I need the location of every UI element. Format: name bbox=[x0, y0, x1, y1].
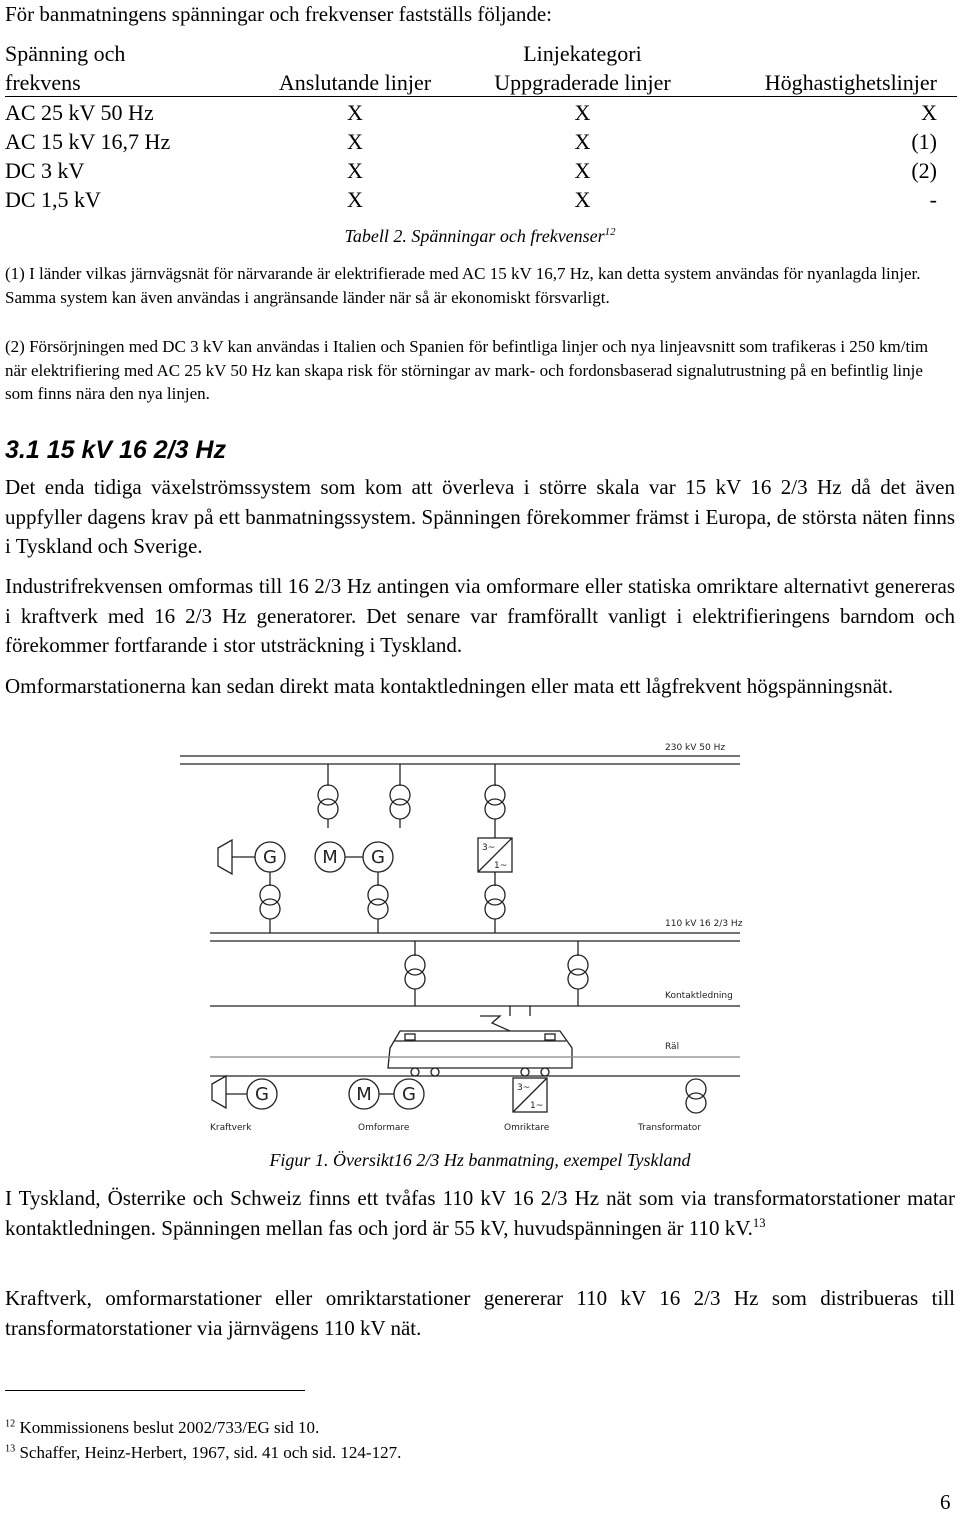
power-supply-diagram bbox=[180, 738, 780, 1138]
legend-omformare: Omformare bbox=[358, 1123, 410, 1133]
header-cell: Höghastighetslinjer bbox=[705, 67, 957, 97]
table-cell: X bbox=[347, 100, 363, 125]
label-230kv: 230 kV 50 Hz bbox=[665, 743, 726, 753]
legend-converter-out: 1~ bbox=[530, 1101, 544, 1111]
legend-g-label: G bbox=[255, 1084, 269, 1105]
legend-transformator: Transformator bbox=[638, 1123, 702, 1133]
table-cell: X bbox=[574, 129, 591, 154]
wheel-icon bbox=[521, 1068, 529, 1076]
table-cell: (1) bbox=[911, 129, 937, 154]
table-cell: X bbox=[347, 158, 363, 183]
table-cell: X bbox=[347, 129, 363, 154]
pantograph-icon bbox=[480, 1016, 510, 1031]
converter-in-label: 3~ bbox=[482, 843, 496, 853]
label-110kv: 110 kV 16 2/3 Hz bbox=[665, 919, 743, 929]
section-heading: 3.1 15 kV 16 2/3 Hz bbox=[5, 436, 226, 464]
voltage-table bbox=[5, 38, 957, 213]
note-1: (1) I länder vilkas järnvägsnät för närvarande är elektrifierade med AC 15 kV 16,7 Hz, kan detta system användas för nyanlagda linjer. Samma system kan även användas i angränsande länder när så är ekonomiskt försvarligt. bbox=[5, 264, 921, 307]
paragraph-1: Det enda tidiga växelströmssystem som kom att överleva i större skala var 15 kV 16 2/3 Hz då det även uppfyller dagens krav på ett banmatningssystem. Spänningen förekommer främst i Europa, de största näten finns i Tyskland och Sverige. bbox=[5, 475, 955, 558]
table-cell: DC 3 kV bbox=[5, 158, 85, 183]
table-cell: X bbox=[574, 100, 591, 125]
table-cell: AC 15 kV 16,7 Hz bbox=[5, 129, 171, 154]
note-2: (2) Försörjningen med DC 3 kV kan användas i Italien och Spanien för befintliga linjer och nya linjeavsnitt som trafikeras i 250 km/tim när elektrifiering med AC 25 kV 50 Hz kan skapa risk för störningar av mark- och fordonsbaserad signalutrustning på en befintlig linje som finns nära den nya linjen. bbox=[5, 337, 929, 403]
table-caption-text: Tabell 2. Spänningar och frekvenser bbox=[344, 226, 605, 246]
footnote-13-number: 13 bbox=[5, 1443, 16, 1455]
table-header-row-1 bbox=[5, 38, 957, 67]
table-row bbox=[5, 155, 957, 184]
table-row bbox=[5, 97, 957, 127]
footnote-13 bbox=[5, 1443, 401, 1463]
generator-label: G bbox=[263, 847, 277, 868]
table-cell: X bbox=[921, 100, 937, 125]
hydro-turbine-icon bbox=[218, 840, 232, 874]
label-contact-line: Kontaktledning bbox=[665, 991, 733, 1001]
table-row bbox=[5, 126, 957, 155]
converter-out-label: 1~ bbox=[494, 861, 508, 871]
legend-turbine-icon bbox=[212, 1076, 226, 1108]
transformer-icon bbox=[568, 969, 588, 989]
table-cell: DC 1,5 kV bbox=[5, 187, 101, 212]
page-number: 6 bbox=[940, 1490, 951, 1514]
table-cell: (2) bbox=[911, 158, 937, 183]
footnote-12-text: Kommissionens beslut 2002/733/EG sid 10. bbox=[15, 1418, 320, 1437]
paragraph-4 bbox=[5, 1184, 955, 1243]
transformer-icon bbox=[260, 899, 280, 919]
legend-converter-in: 3~ bbox=[517, 1083, 531, 1093]
locomotive-window bbox=[545, 1034, 555, 1040]
wheel-icon bbox=[541, 1068, 549, 1076]
legend-transformer-icon bbox=[686, 1093, 706, 1113]
header-cell: Spänning och bbox=[5, 41, 126, 66]
label-rail: Räl bbox=[665, 1042, 680, 1052]
legend-omriktare: Omriktare bbox=[504, 1123, 550, 1133]
paragraph-2: Industrifrekvensen omformas till 16 2/3 Hz antingen via omformare eller statiska omriktare alternativt genereras i kraftverk med 16 2/3 Hz generatorer. Det senare var framförallt vanligt i elektrifieringens barndom och förekommer fortfarande i stor utsträckning i Tyskland. bbox=[5, 574, 955, 657]
figure-caption: Figur 1. Översikt16 2/3 Hz banmatning, exempel Tyskland bbox=[269, 1150, 691, 1170]
table-cell: AC 25 kV 50 Hz bbox=[5, 100, 154, 125]
footnote-12 bbox=[5, 1418, 319, 1438]
wheel-icon bbox=[431, 1068, 439, 1076]
locomotive-window bbox=[405, 1034, 415, 1040]
table-caption bbox=[0, 226, 960, 247]
table-cell: - bbox=[929, 187, 937, 212]
paragraph-4-ref: 13 bbox=[752, 1215, 766, 1230]
legend-g-label: G bbox=[402, 1084, 416, 1105]
paragraph-5: Kraftverk, omformarstationer eller omriktarstationer genererar 110 kV 16 2/3 Hz som distribueras till transformatorstationer via järnvägens 110 kV nät. bbox=[5, 1286, 955, 1340]
transformer-icon bbox=[368, 899, 388, 919]
motor-label: M bbox=[322, 847, 338, 868]
footnote-12-number: 12 bbox=[5, 1418, 16, 1430]
intro-text: För banmatningens spänningar och frekvenser fastställs följande: bbox=[5, 2, 553, 26]
transformer-icon bbox=[485, 799, 505, 819]
transformer-icon bbox=[318, 799, 338, 819]
generator-label: G bbox=[371, 847, 385, 868]
table-cell: X bbox=[574, 158, 591, 183]
header-cell: Anslutande linjer bbox=[250, 67, 460, 97]
transformer-icon bbox=[485, 899, 505, 919]
legend-m-label: M bbox=[356, 1084, 372, 1105]
paragraph-3: Omformarstationerna kan sedan direkt mata kontaktledningen eller mata ett lågfrekvent högspänningsnät. bbox=[5, 674, 894, 698]
header-cell: Uppgraderade linjer bbox=[460, 67, 705, 97]
wheel-icon bbox=[411, 1068, 419, 1076]
header-cell: frekvens bbox=[5, 67, 250, 97]
table-caption-ref: 12 bbox=[604, 226, 616, 238]
paragraph-4-text: I Tyskland, Österrike och Schweiz finns ett tvåfas 110 kV 16 2/3 Hz nät som via transformatorstationer matar kontaktledningen. Spänningen mellan fas och jord är 55 kV, huvudspänningen är 110 kV. bbox=[5, 1186, 955, 1240]
legend-kraftverk: Kraftverk bbox=[210, 1123, 252, 1133]
table-cell: X bbox=[574, 187, 591, 212]
transformer-icon bbox=[405, 969, 425, 989]
table-header-row-2 bbox=[5, 67, 957, 97]
header-cell: Linjekategori bbox=[523, 41, 642, 66]
footnote-13-text: Schaffer, Heinz-Herbert, 1967, sid. 41 och sid. 124-127. bbox=[15, 1443, 402, 1462]
footnote-divider bbox=[5, 1390, 305, 1391]
transformer-icon bbox=[390, 799, 410, 819]
table-cell: X bbox=[347, 187, 363, 212]
table-row bbox=[5, 184, 957, 213]
